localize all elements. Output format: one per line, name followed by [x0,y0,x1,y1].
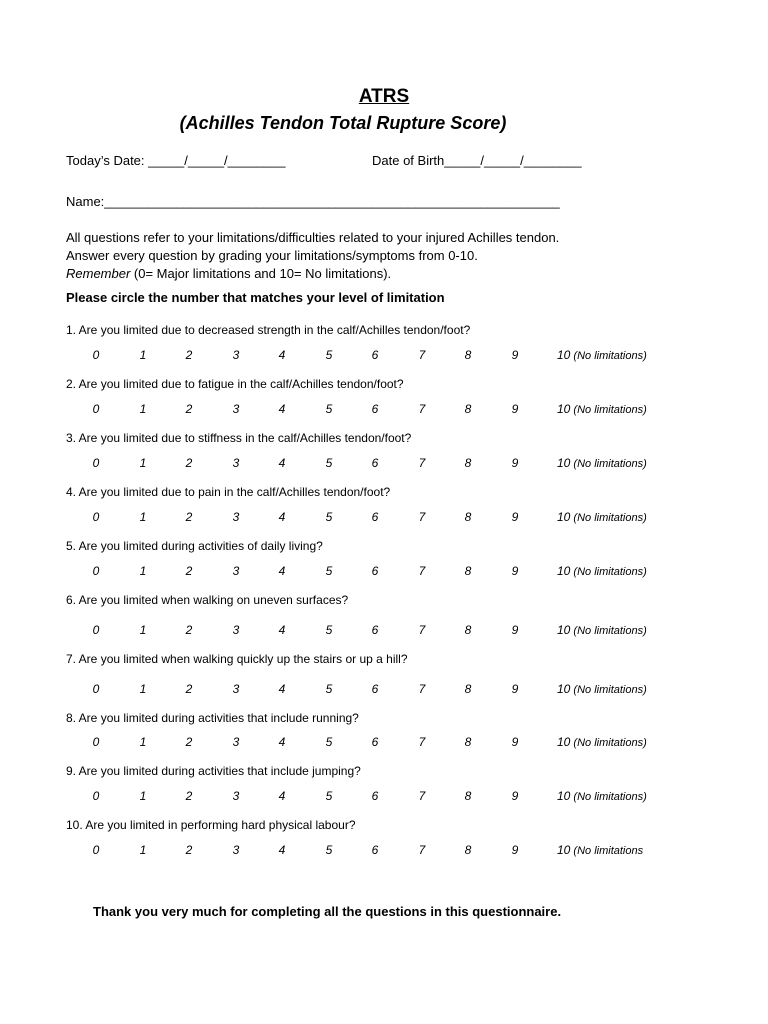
rating-option-2[interactable]: 2 [185,402,193,416]
no-limitations-note: (No limitations) [570,684,647,696]
rating-option-7[interactable]: 7 [418,348,426,362]
no-limitations-note: (No limitations) [570,566,647,578]
rating-option-2[interactable]: 2 [185,789,193,803]
rating-option-1[interactable]: 1 [139,564,147,578]
rating-option-3[interactable]: 3 [232,789,240,803]
rating-option-7[interactable]: 7 [418,564,426,578]
rating-option-2[interactable]: 2 [185,510,193,524]
rating-option-6[interactable]: 6 [371,682,379,696]
rating-option-9[interactable]: 9 [511,735,519,749]
question-text: 7. Are you limited when walking quickly up the stairs or up a hill? [66,652,408,666]
rating-option-0[interactable]: 0 [92,402,100,416]
rating-option-8[interactable]: 8 [464,623,472,637]
rating-option-9[interactable]: 9 [511,789,519,803]
rating-scale [0,682,768,698]
no-limitations-note: (No limitations) [570,512,647,524]
rating-option-3[interactable]: 3 [232,682,240,696]
question-text: 8. Are you limited during activities that include running? [66,711,359,725]
rating-option-0[interactable]: 0 [92,623,100,637]
rating-option-1[interactable]: 1 [139,456,147,470]
rating-option-0[interactable]: 0 [92,564,100,578]
rating-option-8[interactable]: 8 [464,510,472,524]
rating-option-10[interactable] [557,843,643,857]
instruction-text: Please circle the number that matches your level of limitation [66,290,445,305]
rating-scale [0,623,768,639]
rating-option-10-label: 10 [557,402,571,416]
rating-option-2[interactable]: 2 [185,682,193,696]
rating-option-0[interactable]: 0 [92,735,100,749]
rating-option-10-label: 10 [557,564,571,578]
rating-option-10[interactable] [557,564,647,578]
question-text: 9. Are you limited during activities that include jumping? [66,764,361,778]
rating-option-6[interactable]: 6 [371,348,379,362]
rating-option-6[interactable]: 6 [371,564,379,578]
rating-scale [0,564,768,580]
rating-option-2[interactable]: 2 [185,564,193,578]
rating-option-10[interactable] [557,402,647,416]
rating-option-8[interactable]: 8 [464,682,472,696]
rating-option-5[interactable]: 5 [325,564,333,578]
rating-option-5[interactable]: 5 [325,510,333,524]
rating-option-4[interactable]: 4 [278,564,286,578]
rating-option-0[interactable]: 0 [92,510,100,524]
rating-option-4[interactable]: 4 [278,735,286,749]
rating-option-10-label: 10 [557,348,571,362]
rating-option-1[interactable]: 1 [139,789,147,803]
rating-option-4[interactable]: 4 [278,682,286,696]
no-limitations-note: (No limitations) [570,737,647,749]
rating-option-3[interactable]: 3 [232,348,240,362]
rating-option-2[interactable]: 2 [185,623,193,637]
rating-option-6[interactable]: 6 [371,843,379,857]
rating-scale [0,789,768,805]
rating-option-0[interactable]: 0 [92,682,100,696]
rating-option-4[interactable]: 4 [278,456,286,470]
rating-option-6[interactable]: 6 [371,510,379,524]
rating-option-1[interactable]: 1 [139,682,147,696]
rating-option-5[interactable]: 5 [325,623,333,637]
rating-option-10-label: 10 [557,456,571,470]
rating-option-9[interactable]: 9 [511,402,519,416]
question-text: 10. Are you limited in performing hard physical labour? [66,818,356,832]
date-of-birth-field: Date of Birth_____/_____/________ [372,153,582,168]
rating-option-8[interactable]: 8 [464,348,472,362]
rating-option-8[interactable]: 8 [464,456,472,470]
rating-option-7[interactable]: 7 [418,789,426,803]
rating-option-5[interactable]: 5 [325,789,333,803]
rating-option-5[interactable]: 5 [325,348,333,362]
rating-option-3[interactable]: 3 [232,510,240,524]
rating-scale [0,843,768,859]
rating-option-4[interactable]: 4 [278,348,286,362]
rating-option-10[interactable] [557,623,647,637]
rating-option-1[interactable]: 1 [139,623,147,637]
rating-option-1[interactable]: 1 [139,735,147,749]
question-text: 5. Are you limited during activities of daily living? [66,539,323,553]
rating-option-0[interactable]: 0 [92,456,100,470]
rating-option-10[interactable] [557,348,647,362]
rating-option-1[interactable]: 1 [139,402,147,416]
name-field: Name:_______________________________________________________________ [66,194,560,209]
intro-text [66,229,559,283]
question-text: 6. Are you limited when walking on uneven surfaces? [66,593,349,607]
rating-option-10[interactable] [557,789,647,803]
rating-option-9[interactable]: 9 [511,456,519,470]
intro-line-2: Answer every question by grading your limitations/symptoms from 0-10. [66,248,478,263]
rating-option-10-label: 10 [557,623,571,637]
rating-option-3[interactable]: 3 [232,456,240,470]
rating-option-7[interactable]: 7 [418,735,426,749]
no-limitations-note: (No limitations [570,845,644,857]
remember-text: (0= Major limitations and 10= No limitations). [130,266,392,281]
rating-option-8[interactable]: 8 [464,564,472,578]
rating-option-8[interactable]: 8 [464,843,472,857]
rating-option-4[interactable]: 4 [278,510,286,524]
rating-option-9[interactable]: 9 [511,623,519,637]
rating-scale [0,456,768,472]
rating-option-8[interactable]: 8 [464,402,472,416]
rating-option-1[interactable]: 1 [139,510,147,524]
rating-option-2[interactable]: 2 [185,456,193,470]
rating-option-7[interactable]: 7 [418,682,426,696]
thank-you-text: Thank you very much for completing all the questions in this questionnaire. [93,904,562,919]
rating-option-4[interactable]: 4 [278,623,286,637]
no-limitations-note: (No limitations) [570,791,647,803]
intro-line-1: All questions refer to your limitations/difficulties related to your injured Achilles tendon. [66,230,560,245]
rating-option-6[interactable]: 6 [371,623,379,637]
rating-option-5[interactable]: 5 [325,682,333,696]
rating-option-7[interactable]: 7 [418,510,426,524]
rating-option-7[interactable]: 7 [418,843,426,857]
rating-option-9[interactable]: 9 [511,564,519,578]
rating-option-1[interactable]: 1 [139,843,147,857]
rating-option-9[interactable]: 9 [511,843,519,857]
rating-option-3[interactable]: 3 [232,623,240,637]
rating-option-10[interactable] [557,510,647,524]
todays-date-field: Today’s Date: _____/_____/________ [66,153,286,168]
form-subtitle: (Achilles Tendon Total Rupture Score) [179,113,507,133]
rating-option-7[interactable]: 7 [418,402,426,416]
rating-option-0[interactable]: 0 [92,348,100,362]
rating-option-4[interactable]: 4 [278,402,286,416]
rating-option-4[interactable]: 4 [278,843,286,857]
question-text: 2. Are you limited due to fatigue in the calf/Achilles tendon/foot? [66,377,404,391]
rating-option-6[interactable]: 6 [371,456,379,470]
rating-option-3[interactable]: 3 [232,843,240,857]
no-limitations-note: (No limitations) [570,404,647,416]
rating-option-9[interactable]: 9 [511,348,519,362]
rating-option-0[interactable]: 0 [92,843,100,857]
rating-option-7[interactable]: 7 [418,623,426,637]
rating-option-10[interactable] [557,456,647,470]
form-title: ATRS [358,86,410,107]
rating-option-5[interactable]: 5 [325,402,333,416]
no-limitations-note: (No limitations) [570,625,647,637]
rating-option-10-label: 10 [557,735,571,749]
question-text: 4. Are you limited due to pain in the calf/Achilles tendon/foot? [66,485,391,499]
rating-option-9[interactable]: 9 [511,682,519,696]
no-limitations-note: (No limitations) [570,350,647,362]
rating-scale [0,735,768,751]
question-text: 3. Are you limited due to stiffness in the calf/Achilles tendon/foot? [66,431,412,445]
rating-scale [0,402,768,418]
remember-word: Remember [66,266,131,281]
rating-option-6[interactable]: 6 [371,735,379,749]
rating-option-10-label: 10 [557,510,571,524]
rating-option-2[interactable]: 2 [185,843,193,857]
rating-option-0[interactable]: 0 [92,789,100,803]
rating-option-6[interactable]: 6 [371,402,379,416]
question-text: 1. Are you limited due to decreased strength in the calf/Achilles tendon/foot? [66,323,471,337]
rating-scale [0,510,768,526]
rating-option-10[interactable] [557,682,647,696]
rating-scale [0,348,768,364]
rating-option-10-label: 10 [557,682,571,696]
rating-option-5[interactable]: 5 [325,843,333,857]
no-limitations-note: (No limitations) [570,458,647,470]
rating-option-3[interactable]: 3 [232,402,240,416]
rating-option-10[interactable] [557,735,647,749]
rating-option-6[interactable]: 6 [371,789,379,803]
rating-option-3[interactable]: 3 [232,564,240,578]
rating-option-9[interactable]: 9 [511,510,519,524]
rating-option-3[interactable]: 3 [232,735,240,749]
rating-option-5[interactable]: 5 [325,456,333,470]
rating-option-1[interactable]: 1 [139,348,147,362]
rating-option-10-label: 10 [557,789,571,803]
rating-option-2[interactable]: 2 [185,735,193,749]
rating-option-2[interactable]: 2 [185,348,193,362]
rating-option-4[interactable]: 4 [278,789,286,803]
rating-option-8[interactable]: 8 [464,735,472,749]
rating-option-7[interactable]: 7 [418,456,426,470]
rating-option-5[interactable]: 5 [325,735,333,749]
rating-option-8[interactable]: 8 [464,789,472,803]
rating-option-10-label: 10 [557,843,571,857]
intro-line-3 [66,265,559,283]
